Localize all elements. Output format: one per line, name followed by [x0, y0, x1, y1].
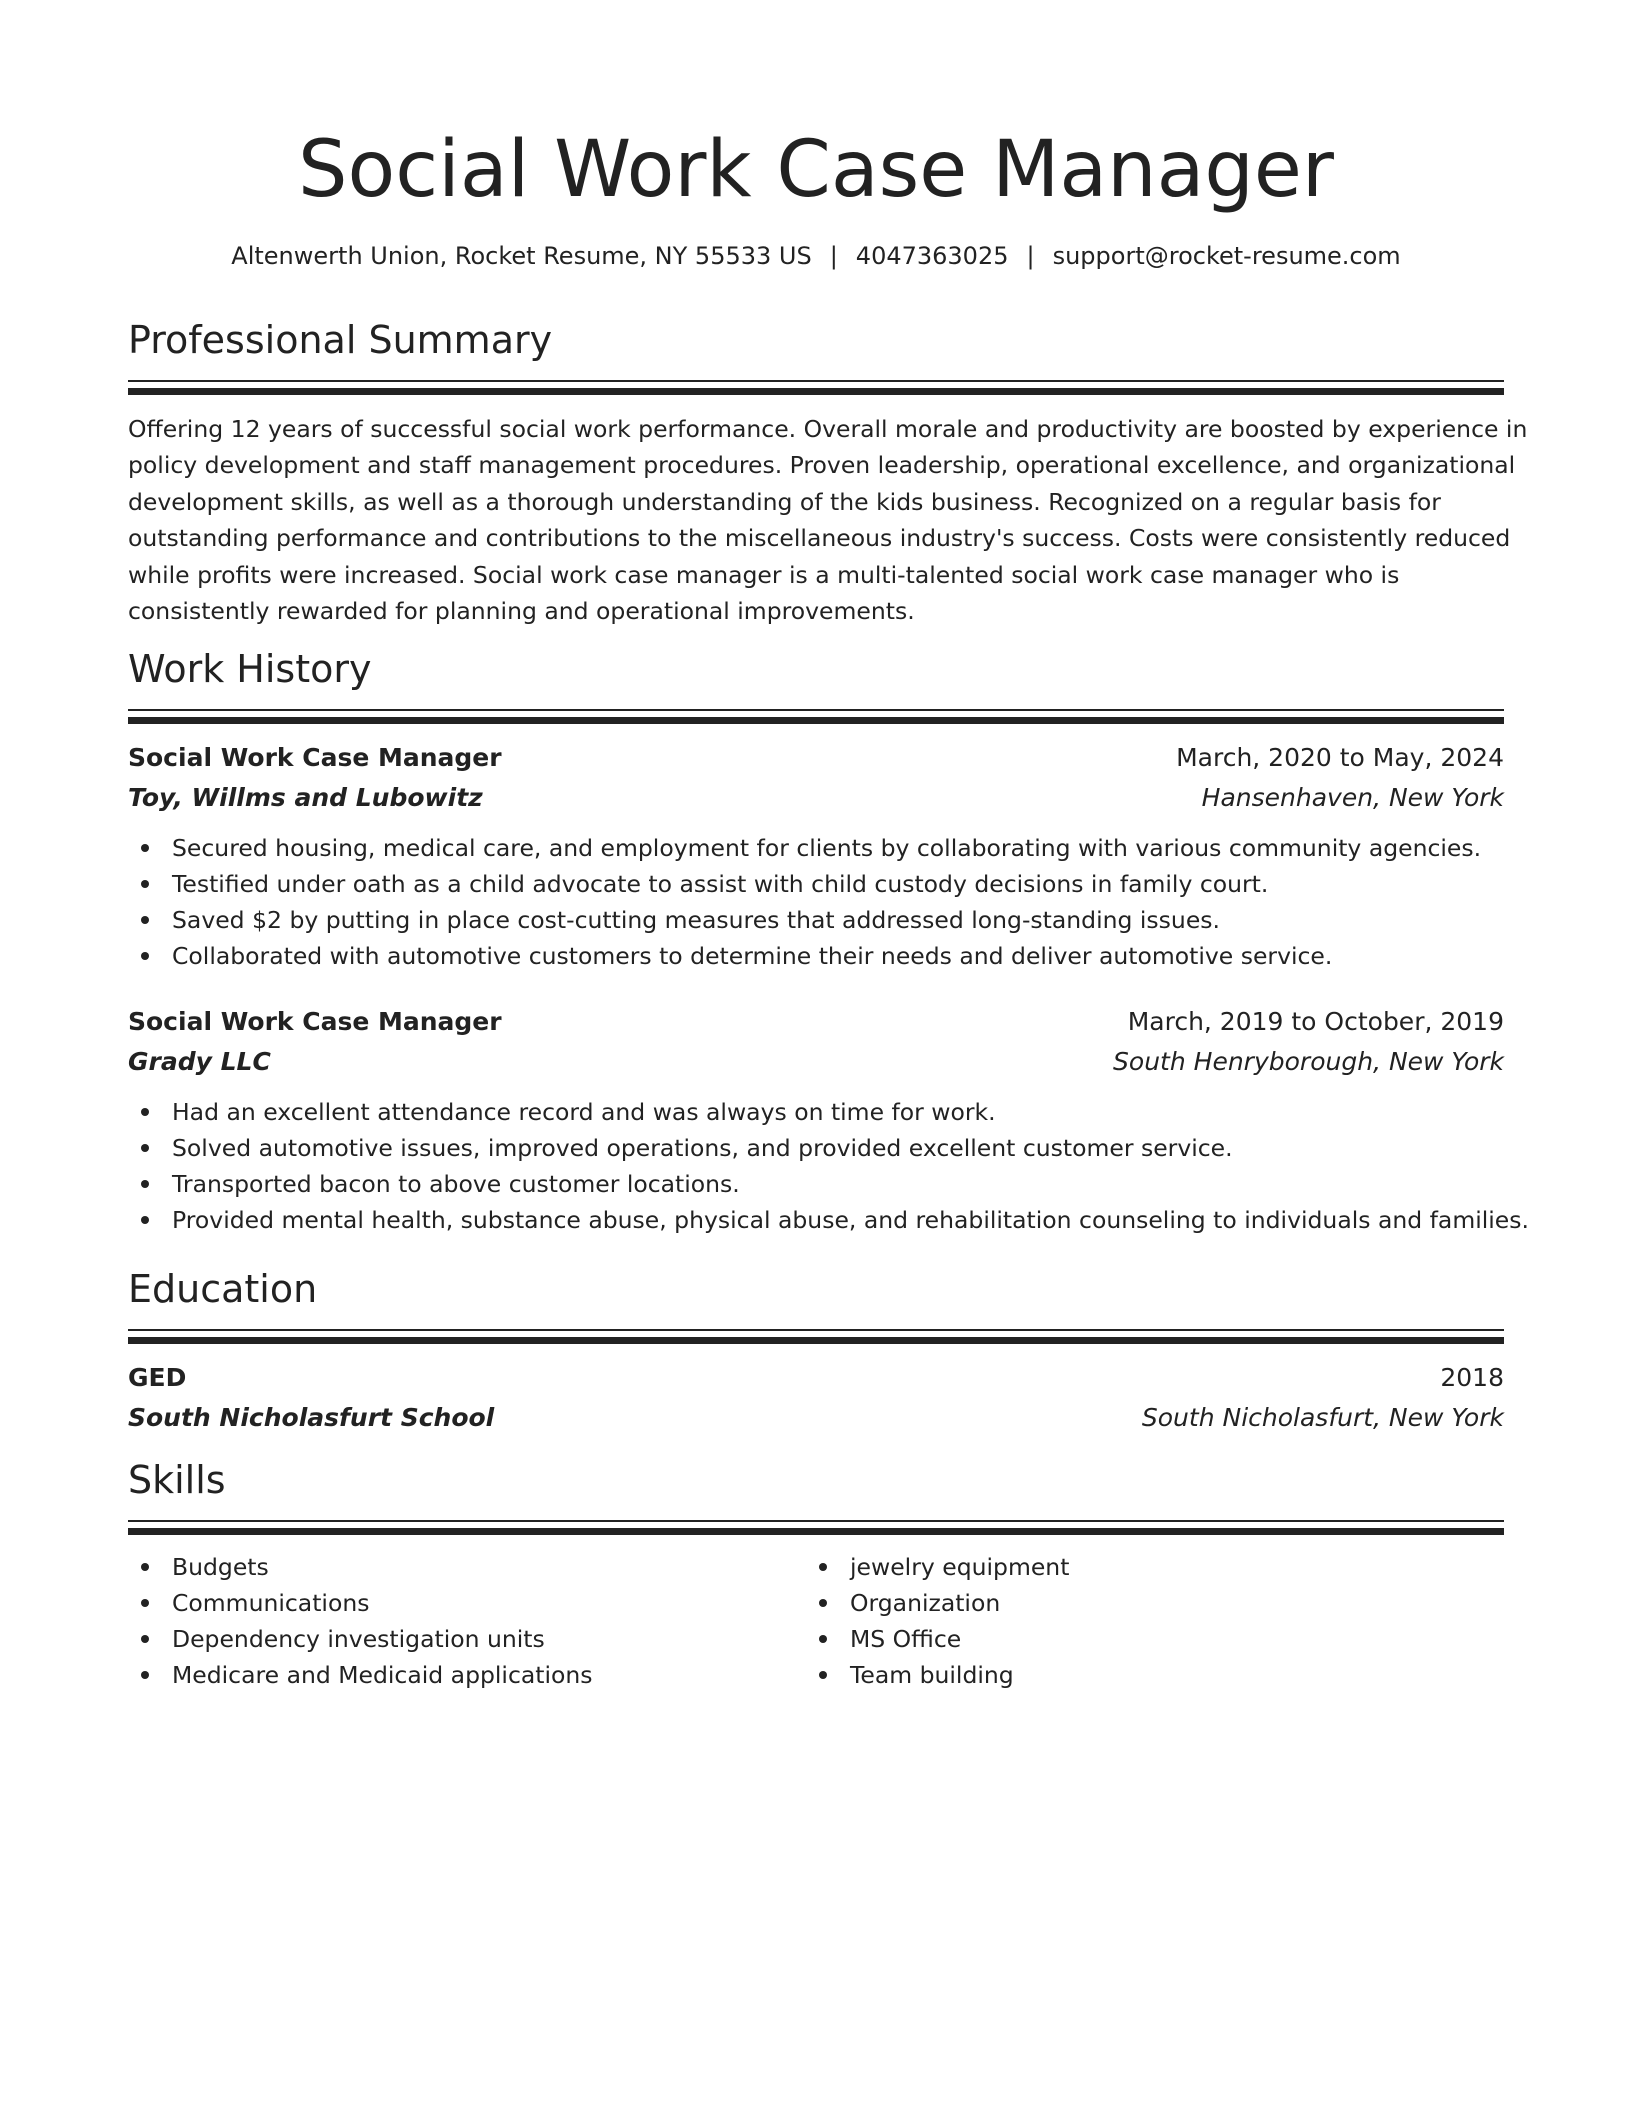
list-item: [128, 866, 1504, 902]
bullet-text: Testified under oath as a child advocate to assist with child custody decisions in family court.: [172, 870, 1269, 898]
summary-line: Offering 12 years of successful social work performance. Overall morale and productivity are boosted by experience in: [128, 415, 1528, 443]
list-item: [806, 1549, 1484, 1585]
section-divider-thick: [128, 1528, 1504, 1535]
bullet-icon: [141, 1180, 149, 1188]
summary-line: outstanding performance and contributions to the miscellaneous industry's success. Costs were consistently reduced: [128, 524, 1511, 553]
section-divider-thick: [128, 1337, 1504, 1344]
skill-text: Dependency investigation units: [172, 1625, 545, 1653]
list-item: [806, 1585, 1484, 1621]
job-entry: [128, 1002, 1529, 1238]
contact-address: Altenwerth Union, Rocket Resume, NY 55533 US: [231, 242, 812, 270]
education-school: South Nicholasfurt School: [128, 1403, 495, 1432]
skill-text: Team building: [850, 1661, 1014, 1689]
bullet-icon: [141, 1635, 149, 1643]
section-divider-thick: [128, 717, 1504, 724]
summary-line: while profits were increased. Social work case manager is a multi-talented social work case manager who is: [128, 560, 1400, 589]
skills-grid: [128, 1549, 1504, 1693]
skill-text: Communications: [172, 1589, 370, 1617]
summary-line: policy development and staff management procedures. Proven leadership, operational excellence, and organizational: [128, 451, 1516, 480]
job-bullets: [128, 830, 1504, 974]
contact-email: support@rocket-resume.com: [1052, 242, 1401, 270]
bullet-text: Solved automotive issues, improved operations, and provided excellent customer service.: [172, 1134, 1233, 1162]
job-entry: [128, 738, 1504, 974]
section-divider: [128, 1520, 1504, 1522]
bullet-icon: [141, 1144, 149, 1152]
bullet-icon: [819, 1671, 827, 1679]
bullet-icon: [819, 1635, 827, 1643]
skill-text: Organization: [850, 1589, 1001, 1617]
bullet-icon: [141, 844, 149, 852]
education-year: 2018: [1440, 1363, 1504, 1392]
job-dates: March, 2019 to October, 2019: [1127, 1007, 1504, 1036]
bullet-text: Had an excellent attendance record and was always on time for work.: [172, 1098, 996, 1126]
list-item: [128, 938, 1504, 974]
section-divider: [128, 1329, 1504, 1331]
section-divider-thick: [128, 388, 1504, 395]
contact-separator: |: [829, 242, 838, 270]
bullet-text: Secured housing, medical care, and employment for clients by collaborating with various community agencies.: [172, 834, 1482, 862]
skills-column-left: [128, 1549, 806, 1693]
bullet-icon: [141, 1563, 149, 1571]
contact-phone: 4047363025: [855, 242, 1009, 270]
bullet-icon: [141, 952, 149, 960]
job-bullets: [128, 1094, 1529, 1238]
section-title-work-history: Work History: [128, 647, 372, 691]
job-dates: March, 2020 to May, 2024: [1176, 743, 1504, 772]
work-history-section: [128, 645, 1529, 1238]
list-item: [128, 902, 1504, 938]
job-location: South Henryborough, New York: [1113, 1047, 1504, 1076]
list-item: [806, 1621, 1484, 1657]
bullet-icon: [141, 1216, 149, 1224]
education-degree: GED: [128, 1363, 187, 1392]
summary-line: consistently rewarded for planning and operational improvements.: [128, 597, 915, 626]
bullet-text: Collaborated with automotive customers to determine their needs and deliver automotive service.: [172, 942, 1333, 970]
job-title: Social Work Case Manager: [128, 743, 502, 772]
job-company: Grady LLC: [128, 1047, 271, 1076]
summary-line: development skills, as well as a thorough understanding of the kids business. Recognized on a regular basis for: [128, 487, 1441, 516]
list-item: [128, 830, 1504, 866]
bullet-icon: [819, 1563, 827, 1571]
list-item: [128, 1621, 806, 1657]
education-location: South Nicholasfurt, New York: [1141, 1403, 1504, 1432]
summary-section: [128, 316, 1528, 629]
job-title: Social Work Case Manager: [128, 1007, 502, 1036]
section-title-skills: Skills: [128, 1458, 226, 1502]
job-company: Toy, Willms and Lubowitz: [128, 783, 483, 812]
skills-section: [128, 1456, 1504, 1693]
list-item: [128, 1130, 1504, 1166]
summary-text: [128, 411, 1528, 629]
bullet-icon: [141, 880, 149, 888]
bullet-icon: [141, 1108, 149, 1116]
list-item: [128, 1549, 806, 1585]
section-divider: [128, 709, 1504, 711]
bullet-icon: [141, 916, 149, 924]
skill-text: Medicare and Medicaid applications: [172, 1661, 593, 1689]
bullet-icon: [819, 1599, 827, 1607]
contact-separator: |: [1026, 242, 1035, 270]
section-title-education: Education: [128, 1267, 318, 1311]
list-item: [128, 1657, 806, 1693]
bullet-text: Transported bacon to above customer locations.: [172, 1170, 740, 1198]
skills-column-right: [806, 1549, 1484, 1693]
section-divider: [128, 380, 1504, 382]
list-item: [128, 1202, 1529, 1238]
bullet-text: Saved $2 by putting in place cost-cutting measures that addressed long-standing issues.: [172, 906, 1220, 934]
list-item: [806, 1657, 1484, 1693]
skills-list: [806, 1549, 1484, 1693]
list-item: [128, 1585, 806, 1621]
list-item: [128, 1166, 1504, 1202]
skill-text: jewelry equipment: [850, 1553, 1070, 1581]
education-entry: [128, 1358, 1504, 1438]
list-item: [128, 1094, 1504, 1130]
contact-line: [128, 240, 1504, 272]
section-title-summary: Professional Summary: [128, 318, 553, 362]
skill-text: Budgets: [172, 1553, 269, 1581]
bullet-text: Provided mental health, substance abuse, physical abuse, and rehabilitation counseling to individuals and families.: [172, 1206, 1529, 1234]
education-section: [128, 1265, 1504, 1438]
bullet-icon: [141, 1599, 149, 1607]
resume-name: Social Work Case Manager: [298, 125, 1334, 215]
bullet-icon: [141, 1671, 149, 1679]
skill-text: MS Office: [850, 1625, 962, 1653]
job-location: Hansenhaven, New York: [1201, 783, 1504, 812]
skills-list: [128, 1549, 806, 1693]
